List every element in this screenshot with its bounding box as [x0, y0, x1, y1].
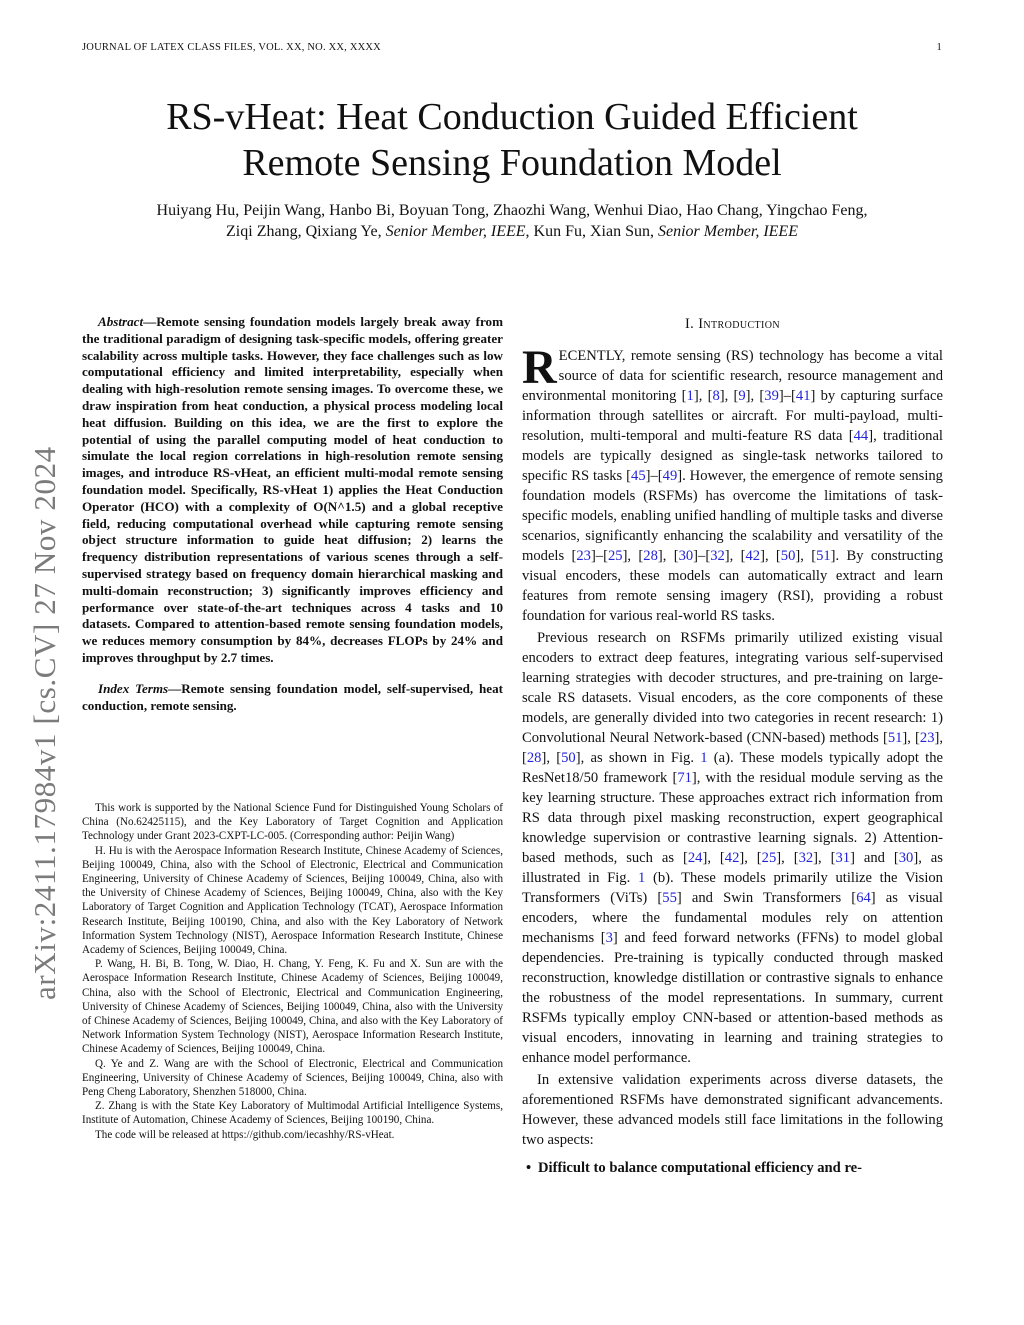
paragraph-text-run: ] by capturing surface information through satellites or aircraft. For multi-payload, multi-resolution, multi-temporal and multi-feature RS data [: [522, 388, 943, 444]
paragraph-text-run: ]–[: [693, 548, 711, 564]
paragraph-text-run: ]–[: [778, 388, 796, 404]
paragraph-text-run: Previous research on RSFMs primarily utilized existing visual encoders to extract deep features, integrating various self-supervised learning strategies with decoder structures, and pre-training on large-scale RS datasets. Visual encoders, as the core components of these models, are generally divided into two categories in recent research: 1) Convolutional Neural Network-based (CNN-based) methods [: [522, 630, 943, 746]
paragraph-text-run: ], [: [724, 548, 746, 564]
footnote-affiliation-group: P. Wang, H. Bi, B. Tong, W. Diao, H. Chang, Y. Feng, K. Fu and X. Sun are with the Aerospace Information Research Institute, Chinese Academy of Sciences, Beijing 100049, China, also with the School of Electronic, Electrical and Communication Engineering, University of Chinese Academy of Sciences, Beijing 100049, China, also with the University of Chinese Academy of Sciences, Beijing 100049, China, and also with the Key Laboratory of Network Information System Technology (NIST), Aerospace Information Research Institute, Chinese Academy of Sciences, Beijing 100049, China.: [82, 958, 503, 1056]
intro-paragraph-1: [522, 341, 943, 626]
paragraph-text-run: ], as shown in Fig.: [575, 750, 701, 766]
abstract: [82, 314, 503, 667]
index-terms: [82, 681, 503, 715]
citation-link[interactable]: 39: [764, 388, 779, 404]
citation-link[interactable]: 8: [712, 388, 720, 404]
citation-link[interactable]: 9: [738, 388, 746, 404]
paragraph-text-run: ] and feed forward networks (FFNs) to model global dependencies. Pre-training is typically conducted through masked reconstruction, knowledge distillation or contrastive signals to enhance the robustness of the model representations. In summary, current RSFMs typically employ CNN-based or attention-based methods as visual encoders, innovating in learning and training strategies to enhance model performance.: [522, 930, 943, 1066]
citation-link[interactable]: 1: [686, 388, 694, 404]
paragraph-text-run: ], [: [693, 388, 713, 404]
paragraph-text-run: ], as illustrated in Fig.: [522, 850, 943, 886]
citation-link[interactable]: 51: [816, 548, 831, 564]
citation-link[interactable]: 41: [795, 388, 811, 404]
citation-link[interactable]: 50: [561, 750, 576, 766]
paragraph-text-run: ], [: [622, 548, 644, 564]
authors-line-2a: Ziqi Zhang, Qixiang Ye,: [226, 223, 386, 240]
section-title: Introduction: [698, 316, 780, 332]
paragraph-text-run: ], [: [776, 850, 799, 866]
intro-paragraph-2-text: [522, 630, 943, 1066]
paragraph-text-run: ], with the residual module serving as the key learning structure. These approaches extract rich information from RS data through pixel masking reconstruction, expert geographical knowledge supervision or contrastive learning signals. 2) Attention-based methods, such as [: [522, 770, 943, 866]
citation-link[interactable]: 32: [710, 548, 725, 564]
citation-link[interactable]: 31: [835, 850, 851, 866]
right-column: [522, 314, 943, 1178]
paragraph-text-run: ] and [: [850, 850, 899, 866]
citation-link[interactable]: 3: [605, 930, 613, 946]
citation-link[interactable]: 71: [677, 770, 692, 786]
citation-link[interactable]: 24: [687, 850, 703, 866]
citation-link[interactable]: 42: [724, 850, 740, 866]
paper-title: [82, 94, 942, 186]
citation-link[interactable]: 44: [853, 428, 869, 444]
citation-link[interactable]: 28: [643, 548, 658, 564]
journal-header: JOURNAL OF LATEX CLASS FILES, VOL. XX, NO. XX, XXXX: [82, 42, 381, 53]
paragraph-text-run: ], [: [522, 730, 943, 766]
footnote-affiliation-hu: H. Hu is with the Aerospace Information Research Institute, Chinese Academy of Sciences, Beijing 100049, China, also with the School of Electronic, Electrical and Communication Engineering, University of Chinese Academy of Sciences, Beijing 100049, China, also with the University of Chinese Academy of Sciences, Beijing 100049, China, also with the Key Laboratory of Target Cognition and Application Technology (TCAT), Aerospace Information Research Institute, Beijing 100190, China, and also with the Key Laboratory of Network Information System Technology (NIST), Aerospace Information Research Institute, Chinese Academy of Sciences, Beijing 100049, China.: [82, 844, 503, 957]
paragraph-text-run: ], [: [902, 730, 920, 746]
drop-cap: R: [522, 341, 557, 394]
citation-link[interactable]: 55: [662, 890, 677, 906]
index-terms-text: —Remote sensing foundation model, self-supervised, heat conduction, remote sensing.: [82, 680, 503, 713]
citation-link[interactable]: 30: [898, 850, 914, 866]
paragraph-text-run: ] as visual encoders, where the fundamental modules rely on attention mechanisms [: [522, 890, 943, 946]
paragraph-text-run: ], [: [541, 750, 562, 766]
paragraph-text-run: ]. However, the emergence of remote sensing foundation models (RSFMs) has overcome the limitations of task-specific models, enabling unified handling of multiple tasks and diverse scenarios, significantly enhancing the scalability and versatility of the models [: [522, 468, 943, 564]
paragraph-text-run: ], [: [657, 548, 679, 564]
page-number: 1: [936, 42, 942, 53]
author-list: [82, 200, 942, 242]
citation-link[interactable]: 45: [631, 468, 646, 484]
citation-link[interactable]: 25: [761, 850, 777, 866]
paragraph-text-run: ECENTLY, remote sensing (RS) technology has become a vital source of data for scientific research, resource management and environmental monitoring [: [522, 348, 943, 404]
citation-link[interactable]: 30: [678, 548, 694, 564]
paragraph-text-run: ], [: [739, 850, 762, 866]
abstract-lead: Abstract: [98, 314, 144, 329]
footnote-funding: This work is supported by the National Science Fund for Distinguished Young Scholars of China (No.62425115), and the Key Laboratory of Target Cognition and Application Technology under Grant 2023-CXPT-LC-005. (Corresponding author: Peijin Wang): [82, 802, 503, 843]
citation-link[interactable]: 32: [798, 850, 814, 866]
citation-link[interactable]: 49: [662, 468, 678, 484]
citation-link[interactable]: 23: [919, 730, 935, 746]
authors-line-2c: , Kun Fu, Xian Sun,: [525, 223, 658, 240]
footnote-code: The code will be released at https://github.com/iecashhy/RS-vHeat.: [95, 1128, 395, 1141]
footnotes: [82, 801, 503, 1142]
paragraph-text-run: ]–[: [645, 468, 663, 484]
title-line-2: Remote Sensing Foundation Model: [242, 142, 782, 184]
index-terms-lead: Index Terms: [98, 680, 169, 696]
citation-link[interactable]: 1: [637, 870, 646, 886]
citation-link[interactable]: 1: [700, 750, 708, 766]
abstract-text: —Remote sensing foundation models largely break away from the traditional paradigm of designing task-specific models, offering greater scalability across multiple tasks. However, they face challenges such as low computational efficiency and limited interpretability, especially when dealing with high-resolution remote sensing images. To overcome these, we draw inspiration from heat conduction, a physical process modeling local heat diffusion. Building on this idea, we are the first to explore the potential of using the parallel computing model of heat conduction to simulate the local region correlations in high-resolution remote sensing images, and introduce RS-vHeat, an efficient multi-modal remote sensing foundation model. Specifically, RS-vHeat 1) applies the Heat Conduction Operator (HCO) with a complexity of O(N^1.5) and a global receptive field, reducing computational overhead while capturing remote sensing object structure information to guide heat diffusion; 2) learns the frequency distribution representations of various scenes through a self-supervised strategy based on frequency domain hierarchical masking and multi-domain reconstruction; 3) significantly improves efficiency and performance over state-of-the-art techniques across 4 tasks and 10 datasets. Compared to attention-based remote sensing foundation models, we reduces memory consumption by 84%, decreases FLOPs by 24% and improves throughput by 2.7 times.: [82, 314, 503, 665]
paragraph-text-run: ], [: [795, 548, 817, 564]
paragraph-text-run: (a). These models typically adopt the ResNet18/50 framework [: [522, 750, 944, 786]
citation-link[interactable]: 42: [745, 548, 761, 564]
intro-paragraph-2: [522, 628, 943, 1068]
citation-link[interactable]: 51: [887, 730, 903, 746]
section-heading-introduction: [522, 314, 943, 334]
paragraph-text-run: ], [: [760, 548, 781, 564]
footnote-affiliation-zhang: Z. Zhang is with the State Key Laboratory of Multimodal Artificial Intelligence Systems, Institute of Automation, Chinese Academy of Sciences, Beijing 100190, China.: [82, 1100, 503, 1127]
paragraph-text-run: ] and Swin Transformers [: [676, 890, 857, 906]
intro-paragraph-3: In extensive validation experiments across diverse datasets, the aforementioned RSFMs have demonstrated significant advancements. However, these advanced models still face limitations in the following two aspects:: [522, 1072, 943, 1148]
authors-line-2b: Senior Member, IEEE: [385, 223, 526, 240]
paragraph-text-run: ], [: [702, 850, 725, 866]
citation-link[interactable]: 25: [607, 548, 623, 564]
paragraph-text-run: ], traditional models are typically designed as single-task networks tailored to specific RS tasks [: [522, 428, 943, 484]
authors-line-1: Huiyang Hu, Peijin Wang, Hanbo Bi, Boyuan Tong, Zhaozhi Wang, Wenhui Diao, Hao Chang, Yingchao Feng,: [156, 202, 868, 219]
intro-paragraph-1-text: [522, 341, 943, 624]
paragraph-text-run: ], [: [745, 388, 765, 404]
paragraph-text-run: ]–[: [590, 548, 608, 564]
citation-link[interactable]: 64: [856, 890, 871, 906]
citation-link[interactable]: 28: [526, 750, 542, 766]
paragraph-text-run: ], [: [813, 850, 836, 866]
citation-link[interactable]: 23: [576, 548, 591, 564]
citation-link[interactable]: 50: [780, 548, 796, 564]
paragraph-text-run: ]. By constructing visual encoders, these models can automatically extract and learn features from remote sensing imagery (RSI), providing a robust foundation for various real-world RS tasks.: [522, 548, 943, 624]
running-head: [82, 42, 942, 58]
paragraph-text-run: (b). These models primarily utilize the Vision Transformers (ViTs) [: [522, 870, 943, 906]
arxiv-stamp: arXiv:2411.17984v1 [cs.CV] 27 Nov 2024: [27, 446, 62, 1000]
paragraph-text-run: ], [: [719, 388, 739, 404]
title-line-1: RS-vHeat: Heat Conduction Guided Efficient: [166, 96, 858, 138]
bullet-item: • Difficult to balance computational efficiency and re-: [522, 1158, 943, 1178]
authors-line-2d: Senior Member, IEEE: [658, 223, 798, 240]
left-column: [82, 314, 503, 714]
section-number: I.: [684, 316, 695, 332]
footnote-affiliation-ye-wang: Q. Ye and Z. Wang are with the School of Electronic, Electrical and Communication Engineering, University of Chinese Academy of Sciences, Beijing 100049, China, also with Peng Cheng Laboratory, Shenzhen 518000, China.: [82, 1057, 503, 1099]
